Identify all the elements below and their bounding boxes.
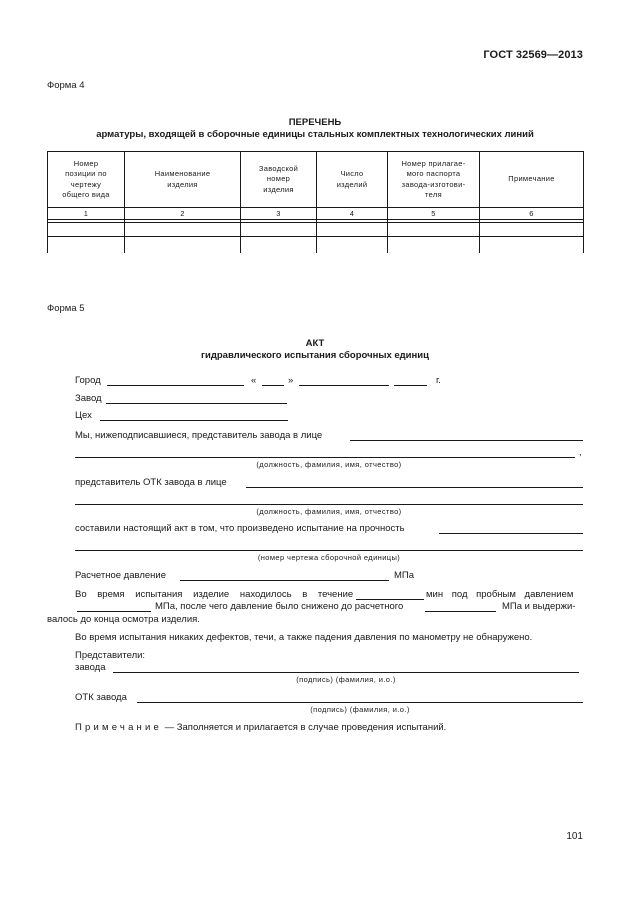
design-pressure-field[interactable] [180, 580, 389, 581]
p1-part-a: Во время испытания изделие находилось в течение [75, 589, 354, 600]
note-text: — Заполняется и прилагается в случае проведения испытаний. [162, 722, 447, 733]
p1-part-b: мин под пробным давлением [426, 589, 574, 600]
col-header-position: Номер позиции по чертежу общего вида [48, 152, 125, 208]
caption-sign-2: (подпись) (фамилия, и.о.) [310, 705, 410, 714]
col-num: 4 [317, 208, 388, 220]
quote-close: » [288, 375, 294, 386]
form5-label: Форма 5 [47, 303, 85, 314]
caption-sign-1: (подпись) (фамилия, и.о.) [296, 675, 396, 684]
table-row [48, 223, 584, 237]
reduced-pressure-field[interactable] [425, 611, 496, 612]
shop-field[interactable] [100, 420, 288, 421]
note [75, 722, 446, 733]
col-header-note: Примечание [480, 152, 584, 208]
year-suffix: г. [436, 375, 441, 386]
month-field[interactable] [299, 385, 389, 386]
col-header-name: Наименование изделия [125, 152, 241, 208]
col-header-count: Число изделий [317, 152, 388, 208]
city-field[interactable] [107, 385, 244, 386]
design-pressure-label: Расчетное давление [75, 570, 166, 581]
col-header-passport: Номер прилагае- мого паспорта завода-изготови- теля [388, 152, 480, 208]
note-label: Примечание [75, 722, 162, 733]
caption-drawing: (номер чертежа сборочной единицы) [257, 553, 401, 562]
drafted-text: составили настоящий акт в том, что произведено испытание на прочность [75, 523, 405, 534]
page-number: 101 [566, 831, 583, 842]
undersigned-text: Мы, нижеподписавшиеся, представитель завода в лице [75, 430, 323, 441]
duration-field[interactable] [356, 599, 424, 600]
otk-plant-label: ОТК завода [75, 692, 127, 703]
form5-subtitle: гидравлического испытания сборочных единиц [201, 350, 429, 361]
form5-title: АКТ [305, 338, 325, 349]
table-header-row [48, 152, 584, 208]
p2-text: Во время испытания никаких дефектов, течи, а также падения давления по манометру не обнаружено. [75, 632, 533, 643]
plant-lower-label: завода [75, 662, 106, 673]
caption-position: (должность, фамилия, имя, отчество) [256, 460, 402, 469]
drawing-number-field[interactable] [75, 550, 583, 551]
form4-title: ПЕРЕЧЕНЬ [288, 117, 342, 128]
col-num: 2 [125, 208, 241, 220]
col-num: 3 [241, 208, 317, 220]
col-header-serial: Заводской номер изделия [241, 152, 317, 208]
p1-part-e: валось до конца осмотра изделия. [47, 614, 200, 625]
plant-rep-field[interactable] [350, 440, 583, 441]
form4-subtitle: арматуры, входящей в сборочные единицы стальных комплектных технологических линий [96, 129, 534, 140]
armature-list-table [47, 151, 584, 253]
reps-label: Представители: [75, 650, 146, 661]
comma: , [579, 447, 582, 458]
p1-part-c: МПа, после чего давление было снижено до расчетного [155, 601, 404, 612]
quote-open: « [251, 375, 257, 386]
strength-test-field[interactable] [439, 533, 583, 534]
plant-field[interactable] [106, 403, 287, 404]
shop-label: Цех [75, 410, 92, 421]
table-number-row [48, 208, 584, 220]
otk-signature-field[interactable] [137, 702, 583, 703]
test-pressure-field[interactable] [77, 611, 151, 612]
otk-rep-field[interactable] [246, 487, 583, 488]
otk-rep-text: представитель ОТК завода в лице [75, 477, 227, 488]
col-num: 5 [388, 208, 480, 220]
unit-mpa: МПа [394, 570, 415, 581]
caption-position-2: (должность, фамилия, имя, отчество) [256, 507, 402, 516]
col-num: 6 [480, 208, 584, 220]
p1-part-d: МПа и выдержи- [502, 601, 576, 612]
table-row [48, 237, 584, 253]
form4-label: Форма 4 [47, 80, 85, 91]
col-num: 1 [48, 208, 125, 220]
day-field[interactable] [262, 385, 284, 386]
otk-rep-field-2[interactable] [75, 504, 583, 505]
plant-signature-field[interactable] [113, 672, 579, 673]
plant-label: Завод [75, 393, 102, 404]
year-field[interactable] [394, 385, 427, 386]
plant-rep-field-2[interactable] [75, 457, 575, 458]
city-label: Город [75, 375, 101, 386]
standard-header: ГОСТ 32569—2013 [483, 49, 583, 61]
